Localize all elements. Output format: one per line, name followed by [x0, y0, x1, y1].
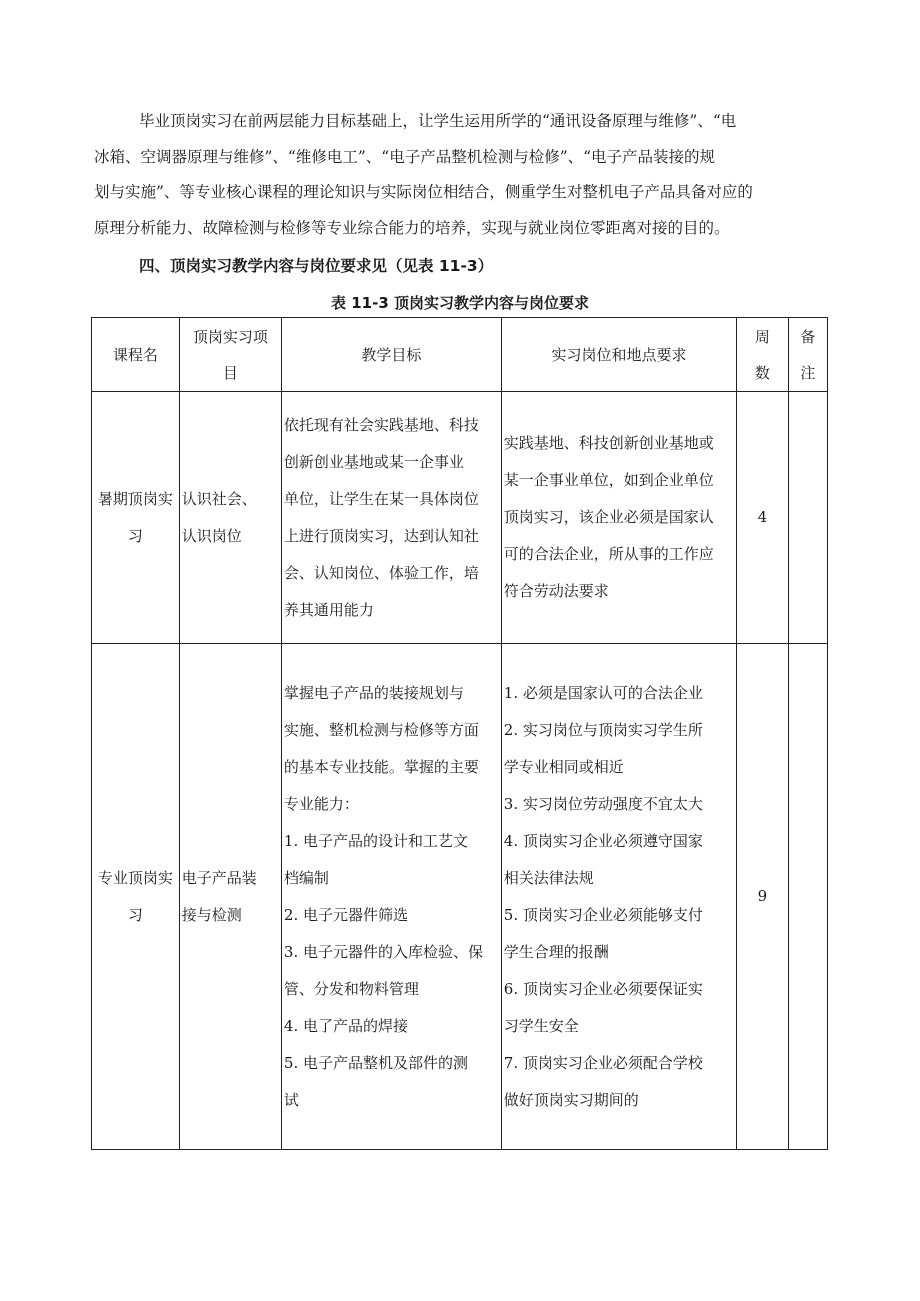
header-goal: 教学目标 — [281, 318, 501, 392]
header-weeks-line: 周 — [754, 327, 770, 346]
row-requirement — [501, 392, 736, 644]
cell-line: 某一企事业单位，如到企业单位 — [503, 471, 714, 489]
cell-line: 符合劳动法要求 — [503, 582, 609, 600]
intro-line: 冰箱、空调器原理与维修”、“维修电工”、“电子产品整机检测与检修”、“电子产品装接的规 — [94, 147, 716, 166]
cell-line: 学生合理的报酬 — [503, 942, 609, 961]
header-requirement: 实习岗位和地点要求 — [501, 318, 736, 392]
row-course — [92, 644, 180, 1150]
section-heading: 四、顶岗实习教学内容与岗位要求见（见表 11-3） — [139, 257, 494, 275]
cell-line: 学专业相同或相近 — [503, 757, 624, 776]
cell-line: 7. 顶岗实习企业必须配合学校 — [503, 1053, 703, 1072]
cell-line: 3. 电子元器件的入库检验、保 — [283, 942, 484, 961]
cell-line: 的基本专业技能。掌握的主要 — [283, 757, 479, 776]
header-project-line: 顶岗实习项 — [192, 327, 268, 346]
cell-line: 创新创业基地或某一企事业 — [283, 452, 464, 471]
header-note-line: 注 — [800, 363, 816, 382]
cell-line: 5. 电子产品整机及部件的测 — [283, 1053, 469, 1072]
intro-line: 毕业顶岗实习在前两层能力目标基础上，让学生运用所学的“通讯设备原理与维修”、“电 — [139, 112, 737, 130]
row-project — [179, 644, 281, 1150]
header-note — [788, 318, 827, 392]
row-requirement — [501, 644, 736, 1150]
table-row — [92, 392, 828, 644]
row-project — [179, 392, 281, 644]
row-weeks: 4 — [737, 392, 789, 644]
cell-line: 养其通用能力 — [283, 600, 374, 619]
header-note-line: 备 — [800, 327, 816, 346]
cell-line: 相关法律法规 — [503, 868, 594, 887]
header-course: 课程名 — [92, 318, 180, 392]
intro-paragraph — [94, 104, 826, 246]
cell-line: 暑期顶岗实 — [97, 489, 173, 508]
intro-line: 原理分析能力、故障检测与检修等专业综合能力的培养，实现与就业岗位零距离对接的目的。 — [94, 218, 730, 237]
cell-line: 习 — [127, 905, 143, 924]
row-course — [92, 392, 180, 644]
cell-line: 实施、整机检测与检修等方面 — [283, 720, 479, 739]
cell-line: 2. 实习岗位与顶岗实习学生所 — [503, 720, 703, 739]
intro-line: 划与实施”、等专业核心课程的理论知识与实际岗位相结合，侧重学生对整机电子产品具备对应的 — [94, 183, 753, 201]
header-weeks — [737, 318, 789, 392]
cell-line: 档编制 — [283, 868, 329, 887]
cell-line: 4. 顶岗实习企业必须遵守国家 — [503, 831, 703, 850]
cell-line: 试 — [283, 1090, 299, 1109]
row-goal — [281, 644, 501, 1150]
cell-line: 电子产品装 — [181, 868, 257, 887]
cell-line: 2. 电子元器件筛选 — [283, 905, 409, 924]
cell-line: 依托现有社会实践基地、科技 — [283, 415, 479, 434]
row-weeks: 9 — [737, 644, 789, 1150]
cell-line: 做好顶岗实习期间的 — [503, 1090, 639, 1109]
cell-line: 认识岗位 — [181, 526, 242, 545]
row-note — [788, 392, 827, 644]
header-project — [179, 318, 281, 392]
cell-line: 习学生安全 — [503, 1016, 579, 1035]
cell-line: 专业能力： — [283, 794, 359, 813]
cell-line: 接与检测 — [181, 905, 242, 924]
cell-line: 习 — [127, 526, 143, 545]
table-row — [92, 644, 828, 1150]
table-caption: 表 11-3 顶岗实习教学内容与岗位要求 — [331, 294, 589, 312]
cell-line: 单位，让学生在某一具体岗位 — [283, 489, 479, 508]
cell-line: 4. 电了产品的焊接 — [283, 1016, 409, 1035]
row-note — [788, 644, 827, 1150]
internship-table — [91, 317, 828, 1150]
table-header-row — [92, 318, 828, 392]
cell-line: 专业顶岗实 — [97, 868, 173, 887]
cell-line: 1. 必须是国家认可的合法企业 — [503, 683, 703, 702]
cell-line: 管、分发和物料管理 — [283, 979, 419, 998]
row-goal — [281, 392, 501, 644]
cell-line: 3. 实习岗位劳动强度不宜太大 — [503, 794, 703, 813]
cell-line: 6. 顶岗实习企业必须要保证实 — [503, 979, 703, 998]
cell-line: 上进行顶岗实习，达到认知社 — [283, 526, 479, 545]
header-project-line: 目 — [222, 363, 238, 382]
cell-line: 认识社会、 — [181, 489, 257, 508]
cell-line: 实践基地、科技创新创业基地或 — [503, 434, 714, 452]
cell-line: 可的合法企业，所从事的工作应 — [503, 545, 714, 563]
cell-line: 掌握电子产品的装接规划与 — [283, 683, 464, 702]
cell-line: 1. 电子产品的设计和工艺文 — [283, 831, 469, 850]
cell-line: 会、认知岗位、体验工作，培 — [283, 563, 479, 582]
cell-line: 顶岗实习，该企业必须是国家认 — [503, 508, 714, 526]
cell-line: 5. 顶岗实习企业必须能够支付 — [503, 905, 703, 924]
header-weeks-line: 数 — [754, 363, 770, 382]
